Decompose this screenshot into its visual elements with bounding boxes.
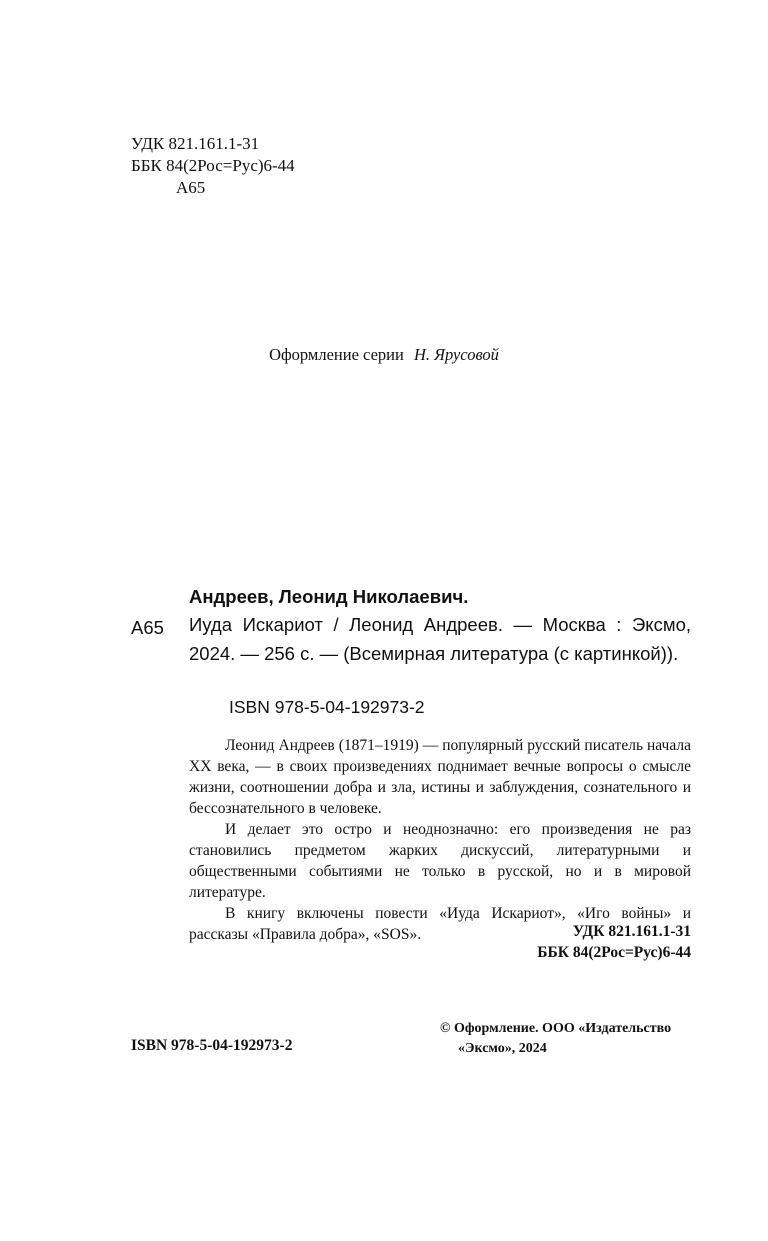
bbk-code-bottom: ББК 84(2Рос=Рус)6-44 xyxy=(537,944,691,961)
abstract xyxy=(189,735,691,945)
series-designer: Н. Ярусовой xyxy=(413,345,499,364)
abstract-paragraph: И делает это остро и неоднозначно: его произведения не раз становились предметом жарких дискуссий, литературными и общественными событиями не только в русской, но и в мировой литературе. xyxy=(189,821,691,901)
catalog-entry xyxy=(189,586,691,668)
copyright-line-2: «Эксмо», 2024 xyxy=(458,1041,547,1056)
copyright-line-1: © Оформление. ООО «Издательство xyxy=(440,1021,672,1036)
author-mark: А65 xyxy=(176,178,206,197)
udk-code-bottom: УДК 821.161.1-31 xyxy=(572,923,691,940)
catalog-author: Андреев, Леонид Николаевич. xyxy=(189,586,469,607)
catalog-description: Иуда Искариот / Леонид Андреев. — Москва : Эксмо, 2024. — 256 с. — (Всемирная литература (с картинкой)). xyxy=(189,614,691,664)
series-label: Оформление серии xyxy=(269,345,404,364)
bbk-code: ББК 84(2Рос=Рус)6-44 xyxy=(131,156,295,175)
copyright-notice xyxy=(440,1019,691,1059)
catalog-code: А65 xyxy=(131,617,164,638)
catalog-isbn: ISBN 978-5-04-192973-2 xyxy=(229,697,425,717)
udk-code: УДК 821.161.1-31 xyxy=(131,134,260,153)
abstract-paragraph: Леонид Андреев (1871–1919) — популярный русский писатель начала XX века, — в своих произведениях поднимает вечные вопросы о смысле жизни, соотношении добра и зла, истины и заблуждения, сознательного и бессознательного в человеке. xyxy=(189,737,691,817)
footer-isbn: ISBN 978-5-04-192973-2 xyxy=(131,1037,293,1054)
series-design-credit xyxy=(0,345,768,365)
abstract-paragraph: В книгу включены повести «Иуда Искариот», «Иго войны» и рассказы «Правила добра», «SOS». xyxy=(189,905,691,943)
classification-codes-top xyxy=(131,133,295,199)
classification-codes-bottom xyxy=(400,921,691,963)
